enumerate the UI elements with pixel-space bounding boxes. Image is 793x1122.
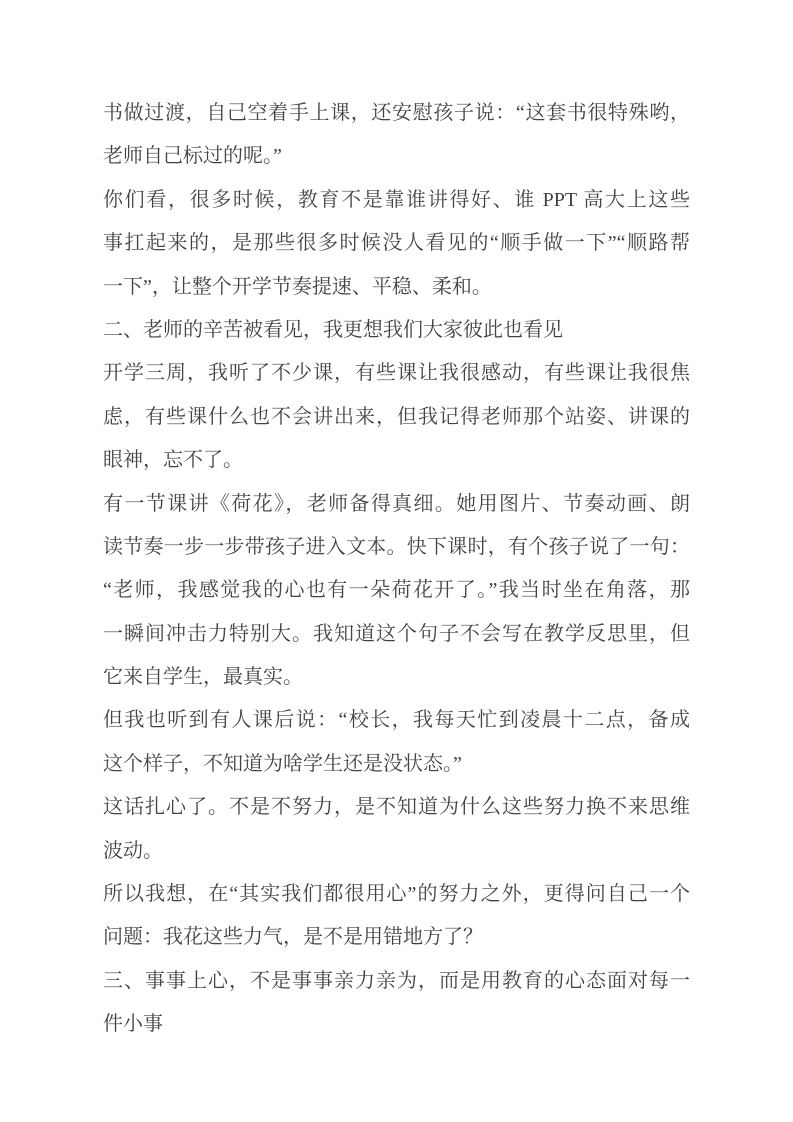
text-line: 一下”，让整个开学节奏提速、平稳、柔和。 [103,275,492,298]
body-paragraph [103,873,690,960]
section-heading [103,960,690,1047]
text-line: 开学三周，我听了不少课，有些课让我很感动，有些课让我很焦 [103,362,690,385]
text-line: 一瞬间冲击力特别大。我知道这个句子不会写在教学反思里，但 [103,622,690,645]
body-paragraph [103,786,690,873]
text-line: 事扛起来的，是那些很多时候没人看见的“顺手做一下”“顺路帮 [103,232,690,255]
text-line: 所以我想，在“其实我们都很用心”的努力之外，更得问自己一个 [103,883,690,906]
text-line: 这个样子，不知道为啥学生还是没状态。” [103,752,462,775]
body-paragraph [103,92,690,179]
page-text [103,92,690,1047]
text-line: 老师自己标过的呢。” [103,145,282,168]
text-line: 眼神，忘不了。 [103,449,243,472]
text-line: 虑，有些课什么也不会讲出来，但我记得老师那个站姿、讲课的 [103,405,690,428]
text-line: 这话扎心了。不是不努力，是不知道为什么这些努力换不来思维 [103,796,690,819]
text-line: 件小事 [103,1013,163,1036]
text-line: 它来自学生，最真实。 [103,666,303,689]
text-line: 书做过渡，自己空着手上课，还安慰孩子说：“这套书很特殊哟， [103,102,690,124]
body-paragraph [103,179,690,309]
text-line: 问题：我花这些力气，是不是用错地方了？ [103,926,483,949]
body-paragraph [103,352,690,482]
body-paragraph [103,483,690,700]
text-line: 读节奏一步一步带孩子进入文本。快下课时，有个孩子说了一句： [103,535,690,558]
body-paragraph [103,699,690,786]
text-line: “老师，我感觉我的心也有一朵荷花开了。”我当时坐在角落，那 [103,579,690,602]
text-line: 二、老师的辛苦被看见，我更想我们大家彼此也看见 [103,318,563,341]
text-line: 你们看，很多时候，教育不是靠谁讲得好、谁 PPT 高大上这些 [103,188,690,211]
text-line: 三、事事上心，不是事事亲力亲为，而是用教育的心态面对每一 [103,969,690,992]
section-heading [103,309,690,352]
text-line: 波动。 [103,839,163,862]
text-line: 但我也听到有人课后说：“校长，我每天忙到凌晨十二点，备成 [103,709,690,732]
text-line: 有一节课讲《荷花》，老师备得真细。她用图片、节奏动画、朗 [103,492,690,515]
